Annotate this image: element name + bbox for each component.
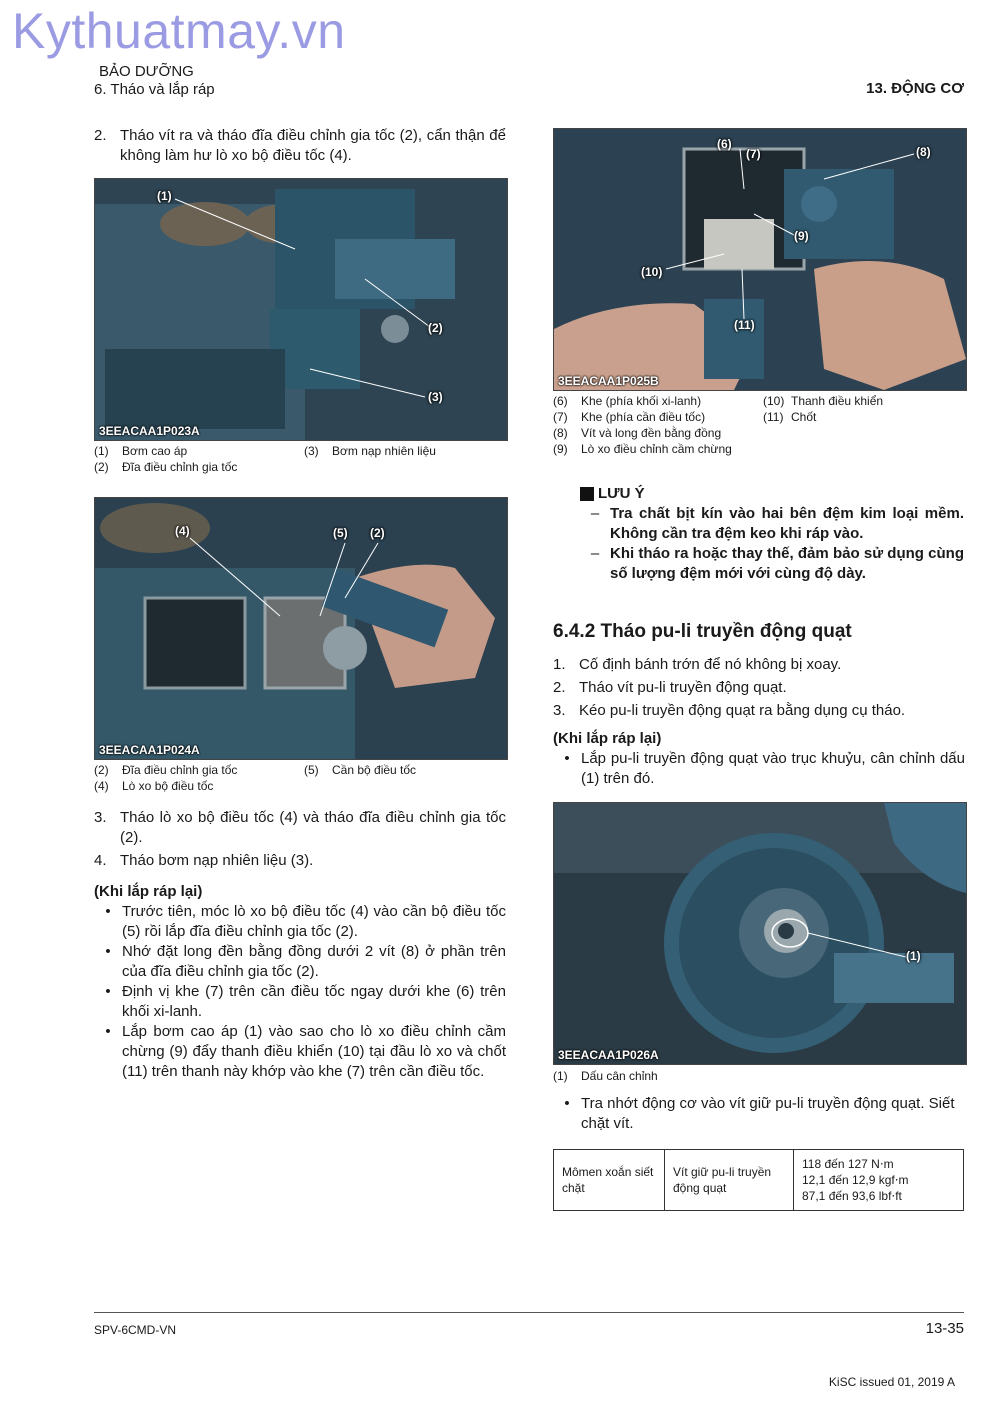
caption-value: Chốt xyxy=(791,410,817,424)
bullet-text: Trước tiên, móc lò xo bộ điều tốc (4) vào cần bộ điều tốc (5) rồi lắp đĩa điều chỉnh gia tốc (2). xyxy=(122,903,506,940)
callout-11: (11) xyxy=(734,318,755,332)
callout-10: (10) xyxy=(641,265,663,279)
step-text: Tháo bơm nạp nhiên liệu (3). xyxy=(120,852,314,869)
figure-code: 3EEACAA1P026A xyxy=(558,1048,659,1062)
note-item xyxy=(580,504,964,544)
bullet: • xyxy=(105,983,111,1000)
table-cell-values xyxy=(794,1150,964,1211)
caption-value: Đĩa điều chỉnh gia tốc xyxy=(122,763,238,777)
caption-key: (1) xyxy=(553,1069,568,1083)
caption-key: (1) xyxy=(94,444,109,458)
caption-value: Cần bộ điều tốc xyxy=(332,763,417,777)
figure-pump-install-photo xyxy=(553,128,967,391)
list-item xyxy=(94,942,506,982)
doc-code: SPV-6CMD-VN xyxy=(94,1323,177,1337)
bullet: • xyxy=(105,943,111,960)
step-text: Cố định bánh trớn để nó không bị xoay. xyxy=(579,656,842,673)
caption-key: (4) xyxy=(94,779,109,793)
bullet: • xyxy=(564,750,570,767)
note-title: LƯU Ý xyxy=(598,485,645,502)
caption-value: Vít và long đền bằng đồng xyxy=(581,426,722,440)
section-steps xyxy=(553,655,965,789)
section-heading: 6.4.2 Tháo pu-li truyền động quạt xyxy=(553,621,852,642)
caption-value: Khe (phía khối xi-lanh) xyxy=(581,394,702,408)
caption-value: Khe (phía cần điều tốc) xyxy=(581,410,706,424)
step-number: 3. xyxy=(94,809,107,826)
list-item xyxy=(94,1022,506,1082)
callout-3: (3) xyxy=(428,390,443,404)
step-number: 1. xyxy=(553,656,566,673)
caption-key: (6) xyxy=(553,394,568,408)
list-item xyxy=(553,749,965,789)
caption-value: Lò xo bộ điều tốc xyxy=(122,779,214,793)
torque-value-lbfft: 87,1 đến 93,6 lbf⋅ft xyxy=(802,1189,902,1203)
reassembly-list xyxy=(94,902,506,1082)
caption-key: (8) xyxy=(553,426,568,440)
pump-install-illustration xyxy=(554,129,966,390)
step-text: Tháo lò xo bộ điều tốc (4) và tháo đĩa điều chỉnh gia tốc (2). xyxy=(120,809,506,846)
pulley-illustration xyxy=(554,803,966,1064)
caption-key: (2) xyxy=(94,460,109,474)
figure-3-caption xyxy=(553,393,965,457)
bullet-text: Định vị khe (7) trên cần điều tốc ngay dưới khe (6) trên khối xi-lanh. xyxy=(122,983,506,1020)
page-number: 13-35 xyxy=(925,1320,964,1337)
caption-key: (9) xyxy=(553,442,568,456)
step-number: 2. xyxy=(94,127,107,144)
bullet-text: Lắp pu-li truyền động quạt vào trục khuỷu, cân chỉnh dấu (1) trên đó. xyxy=(581,750,965,787)
table-row xyxy=(554,1150,964,1211)
step-number: 3. xyxy=(553,702,566,719)
callout-8: (8) xyxy=(916,145,931,159)
figure-2-caption xyxy=(94,762,506,794)
callout-1: (1) xyxy=(157,189,172,203)
engine-illustration xyxy=(95,179,507,440)
figure-injection-pump-photo xyxy=(94,178,508,441)
caption-key: (7) xyxy=(553,410,568,424)
reassembly-heading: (Khi lắp ráp lại) xyxy=(94,883,203,900)
caption-value: Thanh điều khiển xyxy=(791,394,884,408)
caption-value: Bơm cao áp xyxy=(122,444,188,458)
note-square-icon xyxy=(580,487,594,501)
caption-key: (10) xyxy=(763,394,785,408)
tightening-note xyxy=(553,1094,965,1134)
step-text: Kéo pu-li truyền động quạt ra bằng dụng cụ tháo. xyxy=(579,702,906,719)
table-cell-label: Mômen xoắn siết chặt xyxy=(554,1150,665,1211)
governor-illustration xyxy=(95,498,507,759)
bullet-text: Lắp bơm cao áp (1) vào sao cho lò xo điều chỉnh cầm chừng (9) đẩy thanh điều khiển (10) tại đầu lò xo và chốt (11) trên thanh này khớp vào khe (7) trên cần điều tốc. xyxy=(122,1023,506,1080)
footer-divider xyxy=(94,1312,964,1313)
callout-2: (2) xyxy=(428,321,443,335)
step-number: 2. xyxy=(553,679,566,696)
torque-value-nm: 118 đến 127 N⋅m xyxy=(802,1157,894,1171)
dash: – xyxy=(590,545,600,562)
callout-1: (1) xyxy=(906,949,921,963)
callout-6: (6) xyxy=(717,137,732,151)
caption-key: (2) xyxy=(94,763,109,777)
figure-code: 3EEACAA1P024A xyxy=(99,743,200,757)
table-cell-item: Vít giữ pu-li truyền động quạt xyxy=(665,1150,794,1211)
figure-code: 3EEACAA1P023A xyxy=(99,424,200,438)
callout-7: (7) xyxy=(746,147,761,161)
bullet-text: Nhớ đặt long đền bằng đồng dưới 2 vít (8) ở phần trên của đĩa điều chỉnh gia tốc (2). xyxy=(122,943,506,980)
callout-4: (4) xyxy=(175,524,190,538)
caption-key: (11) xyxy=(763,410,784,424)
callout-5: (5) xyxy=(333,526,348,540)
step-text: Tháo vít ra và tháo đĩa điều chỉnh gia tốc (2), cẩn thận để không làm hư lò xo bộ điều tốc (4). xyxy=(120,127,506,164)
watermark: Kythuatmay.vn xyxy=(12,3,346,59)
note-item xyxy=(580,544,964,584)
note-text: Tra chất bịt kín vào hai bên đệm kim loại mềm. Không cần tra đệm keo khi ráp vào. xyxy=(610,505,964,542)
left-steps-3-4 xyxy=(94,808,506,1082)
caption-value: Dấu cân chỉnh xyxy=(581,1069,658,1083)
figure-pulley-photo xyxy=(553,802,967,1065)
bullet: • xyxy=(564,1095,570,1112)
step-text: Tháo vít pu-li truyền động quạt. xyxy=(579,679,787,696)
list-item xyxy=(553,1094,965,1134)
callout-2b: (2) xyxy=(370,526,385,540)
note-box xyxy=(580,484,964,584)
figure-governor-photo xyxy=(94,497,508,760)
reassembly-heading: (Khi lắp ráp lại) xyxy=(553,730,662,747)
figure-code: 3EEACAA1P025B xyxy=(558,374,659,388)
dash: – xyxy=(590,505,600,522)
torque-value-kgfm: 12,1 đến 12,9 kgf⋅m xyxy=(802,1173,909,1187)
callout-9: (9) xyxy=(794,229,809,243)
list-item xyxy=(94,902,506,942)
list-item xyxy=(94,982,506,1022)
caption-key: (5) xyxy=(304,763,319,777)
bullet-text: Tra nhớt động cơ vào vít giữ pu-li truyền động quạt. Siết chặt vít. xyxy=(581,1095,955,1132)
header-subsection: 6. Tháo và lắp ráp xyxy=(94,81,215,98)
note-text: Khi tháo ra hoặc thay thế, đảm bảo sử dụng cùng số lượng đệm mới với cùng độ dày. xyxy=(610,545,964,582)
figure-4-caption xyxy=(553,1068,965,1084)
left-step-2 xyxy=(94,126,506,166)
caption-value: Lò xo điều chỉnh cầm chừng xyxy=(581,442,732,456)
bullet: • xyxy=(105,903,111,920)
bullet: • xyxy=(105,1023,111,1040)
caption-value: Đĩa điều chỉnh gia tốc xyxy=(122,460,238,474)
caption-value: Bơm nạp nhiên liệu xyxy=(332,444,436,458)
header-section: BẢO DƯỠNG xyxy=(99,63,194,80)
header-chapter: 13. ĐỘNG CƠ xyxy=(866,80,964,97)
issue-info: KiSC issued 01, 2019 A xyxy=(828,1375,955,1389)
caption-key: (3) xyxy=(304,444,319,458)
torque-table xyxy=(553,1149,964,1211)
step-number: 4. xyxy=(94,852,107,869)
figure-1-caption xyxy=(94,443,506,475)
